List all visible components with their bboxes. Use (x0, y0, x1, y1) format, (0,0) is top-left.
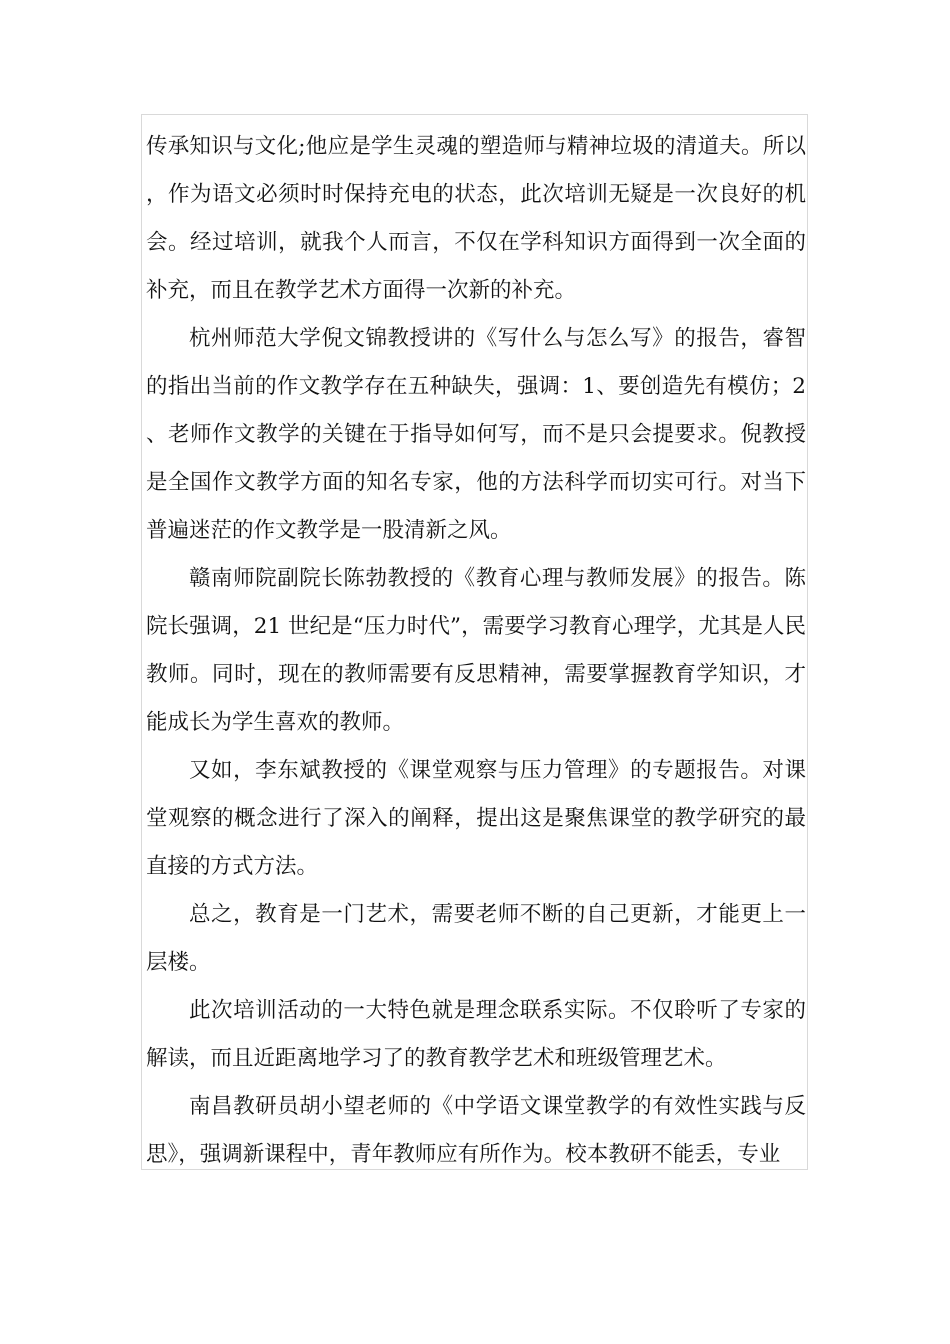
paragraph-7: 南昌教研员胡小望老师的《中学语文课堂教学的有效性实践与反思》，强调新课程中，青年教师应有所作为。校本教研不能丢，专业 (146, 1094, 806, 1167)
paragraph-2: 杭州师范大学倪文锦教授讲的《写什么与怎么写》的报告，睿智的指出当前的作文教学存在五种缺失，强调：1、要创造先有模仿；2、老师作文教学的关键在于指导如何写，而不是只会提要求。倪教授是全国作文教学方面的知名专家，他的方法科学而切实可行。对当下普遍迷茫的作文教学是一股清新之风。 (146, 326, 806, 543)
document-page (141, 114, 808, 1170)
paragraph-5: 总之，教育是一门艺术，需要老师不断的自己更新，才能更上一层楼。 (146, 902, 806, 975)
paragraph-4: 又如，李东斌教授的《课堂观察与压力管理》的专题报告。对课堂观察的概念进行了深入的阐释，提出这是聚焦课堂的教学研究的最直接的方式方法。 (146, 758, 806, 879)
paragraph-1: 传承知识与文化;他应是学生灵魂的塑造师与精神垃圾的清道夫。所以，作为语文必须时时保持充电的状态，此次培训无疑是一次良好的机会。经过培训，就我个人而言，不仅在学科知识方面得到一次全面的补充，而且在教学艺术方面得一次新的补充。 (146, 134, 806, 303)
paragraph-3: 赣南师院副院长陈勃教授的《教育心理与教师发展》的报告。陈院长强调，21 世纪是“压力时代”，需要学习教育心理学，尤其是人民教师。同时，现在的教师需要有反思精神，需要掌握教育学知识，才能成长为学生喜欢的教师。 (146, 566, 806, 735)
document-body (146, 123, 806, 1170)
paragraph-6: 此次培训活动的一大特色就是理念联系实际。不仅聆听了专家的解读，而且近距离地学习了的教育教学艺术和班级管理艺术。 (146, 998, 806, 1071)
